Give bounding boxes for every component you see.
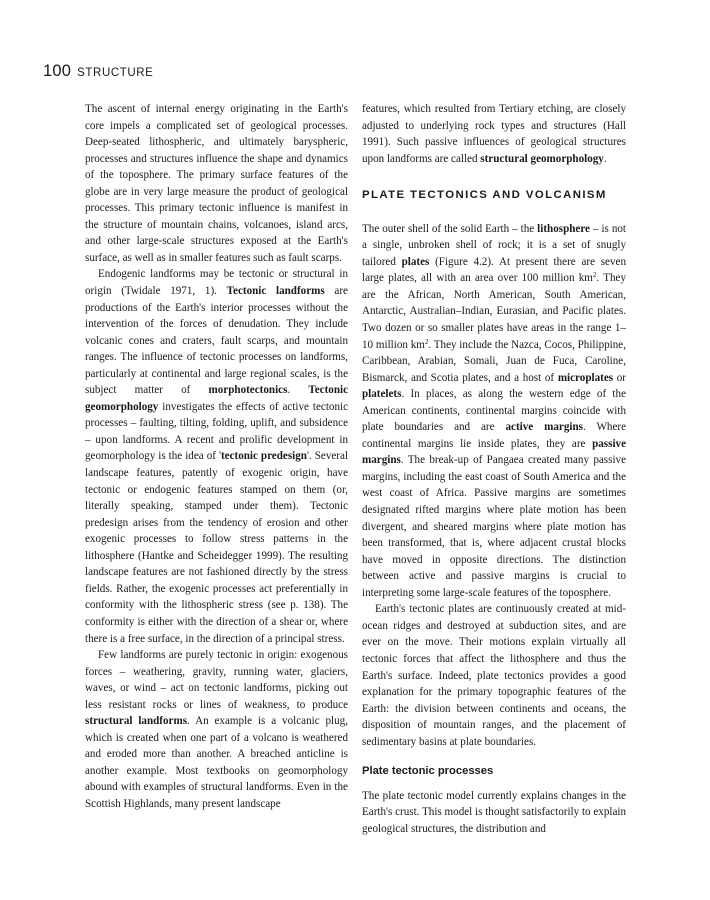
text-run: . An example is a volcanic plug, which is created when one part of a volcano is weathered and eroded more than another. A breached anticline is another example. Most textbooks on geomorphology abound with examples of structural landforms. Even in the Scottish Highlands, many present landscape bbox=[85, 715, 348, 810]
text-run: . bbox=[287, 384, 309, 397]
term-passive-margins: passive margins bbox=[362, 437, 626, 467]
term-microplates: microplates bbox=[557, 371, 614, 384]
page-number: 100 bbox=[43, 62, 72, 80]
text-run: investigates the effects of active tectonic processes – faulting, tilting, folding, uplift, and subsidence – upon landforms. A recent and prolific development in geomorphology is the idea of ' bbox=[85, 400, 348, 463]
superscript: 2 bbox=[592, 271, 597, 280]
section-heading: PLATE TECTONICS AND VOLCANISM bbox=[362, 189, 607, 202]
paragraph-plate-motion: Earth's tectonic plates are continuously created at mid-ocean ridges and destroyed at subduction sites, and are ever on the move. Their motions explain virtually all tectonic forces that affect the lithosphere and thus the Earth's surface. Indeed, plate tectonics provides a good explanation for the primary topographic features of the Earth: the division between continents and oceans, the disposition of mountain ranges, and the placement of sedimentary basins at plate boundaries. bbox=[362, 603, 626, 748]
text-run: . In places, as along the western edge of the American continents, continental margins coincide with plate boundaries and are bbox=[362, 388, 626, 434]
paragraph-plate-tectonic-model: The plate tectonic model currently explains changes in the Earth's crust. This model is thought satisfactorily to explain geological structures, the distribution and bbox=[362, 789, 626, 835]
page-header bbox=[43, 62, 153, 86]
left-column bbox=[85, 101, 348, 813]
text-run: Endogenic landforms may be tectonic or structural in origin (Twidale 1971, 1). bbox=[85, 268, 348, 298]
text-run: . The break-up of Pangaea created many passive margins, including the east coast of South America and the west coast of Africa. Passive margins are sometimes designated rifted margins where plate motion has been divergent, and sheared margins where plate motion has been transformed, that is, where adjacent crustal blocks have moved in opposite directions. The distinction between active and passive margins is crucial to interpreting some large-scale features of the toposphere. bbox=[362, 454, 626, 599]
paragraph-structural-landforms bbox=[85, 647, 348, 812]
text-run: are productions of the Earth's interior processes without the intervention of the forces of denudation. They include volcanic cones and craters, fault scarps, and mountain ranges. The influence of tectonic processes on landforms, particularly at continental and large regional scales, is the subject matter of bbox=[85, 285, 348, 397]
term-tectonic-landforms: Tectonic landforms bbox=[226, 285, 325, 298]
term-lithosphere: lithosphere bbox=[537, 222, 590, 235]
right-column bbox=[362, 101, 626, 837]
text-run: . They include the Nazca, Cocos, Philippine, Caribbean, Arabian, Somali, Juan de Fuca, Caroline, Bismarck, and Scotia plates, and a host of bbox=[362, 338, 626, 384]
term-platelets: platelets bbox=[362, 388, 402, 401]
subsection-heading: Plate tectonic processes bbox=[362, 765, 494, 778]
text-run: (Figure 4.2). At present there are seven large plates, all with an area over 100 million km bbox=[362, 255, 626, 285]
term-tectonic-geomorphology: Tectonic geomorphology bbox=[85, 384, 349, 413]
paragraph-lithosphere-plates bbox=[362, 221, 626, 602]
paragraph-endogenic-landforms bbox=[85, 266, 348, 647]
text-run: . Where continental margins lie inside plates, they are bbox=[362, 421, 627, 450]
text-run: – is not a single, unbroken shell of rock; it is a set of snugly tailored bbox=[362, 222, 626, 268]
text-run: . bbox=[603, 152, 607, 165]
text-run: features, which resulted from Tertiary etching, are closely adjusted to underlying rock types and structures (Hall 1991). Such passive influences of geological structures upon landforms are called bbox=[362, 103, 626, 165]
text-run: The outer shell of the solid Earth – the bbox=[362, 222, 538, 235]
term-structural-landforms: structural landforms bbox=[85, 715, 188, 728]
term-active-margins: active margins bbox=[505, 421, 583, 434]
term-structural-geomorphology: structural geomorphology bbox=[480, 152, 604, 165]
paragraph-ascent: The ascent of internal energy originating in the Earth's core impels a complicated set of geological processes. Deep-seated lithospheric, and ultimately baryspheric, processes and structures influence the shape and dynamics of the toposphere. The primary surface features of the globe are in very large measure the product of geological processes. This primary tectonic influence is manifest in the structure of mountain chains, volcanoes, island arcs, and other large-scale structures exposed at the Earth's surface, as well as in smaller features such as fault scarps. bbox=[85, 103, 348, 264]
term-tectonic-predesign: tectonic predesign bbox=[220, 450, 307, 463]
running-head: STRUCTURE bbox=[77, 67, 154, 79]
term-morphotectonics: morphotectonics bbox=[208, 384, 288, 397]
superscript: 2 bbox=[424, 337, 429, 346]
text-run: '. Several landscape features, patently of exogenic origin, have tectonic or endogenic features stamped on them (or, literally speaking, stamped under them). Tectonic predesign arises from the tendency of erosion and other exogenic processes to follow stress patterns in the lithosphere (Hantke and Scheidegger 1999). The resulting landscape features are not fashioned directly by the stress fields. Rather, the exogenic processes act preferentially in conformity with the lithospheric stress (see p. 138). The conformity is either with the direction of a shear or, where there is a free surface, in the direction of a principal stress. bbox=[85, 450, 348, 645]
text-run: or bbox=[613, 371, 626, 384]
text-run: Few landforms are purely tectonic in origin: exogenous forces – weathering, gravity, running water, glaciers, waves, or wind – act on tectonic landforms, picking out less resistant rocks or lines of weakness, to produce bbox=[85, 649, 348, 711]
term-plates: plates bbox=[401, 255, 430, 268]
text-run: . They are the African, North American, South American, Antarctic, Australian–Indian, Eurasian, and Pacific plates. Two dozen or so smaller plates have areas in the range 1–10 million km bbox=[362, 272, 626, 351]
paragraph-tertiary-etching bbox=[362, 101, 626, 167]
